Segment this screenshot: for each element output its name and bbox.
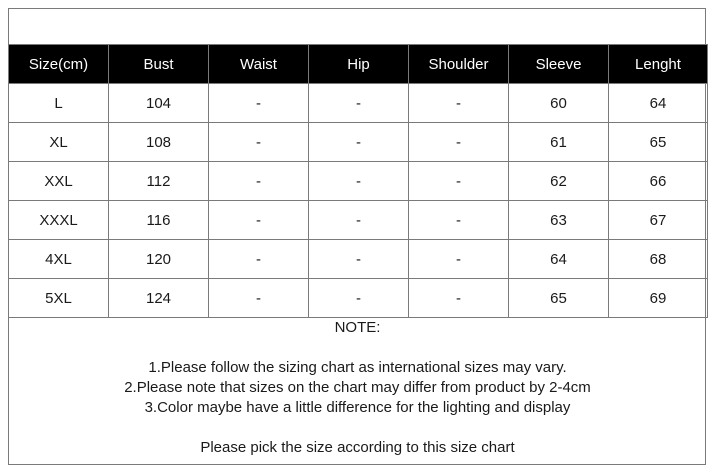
cell-sleeve: 64 — [509, 240, 609, 279]
cell-size: L — [9, 84, 109, 123]
cell-sleeve: 61 — [509, 123, 609, 162]
notes-section — [8, 318, 707, 458]
cell-sleeve: 65 — [509, 279, 609, 318]
header-sleeve: Sleeve — [509, 45, 609, 84]
cell-bust: 120 — [109, 240, 209, 279]
cell-size: XXXL — [9, 201, 109, 240]
table-row — [9, 279, 708, 318]
cell-size: 5XL — [9, 279, 109, 318]
cell-hip: - — [309, 279, 409, 318]
cell-bust: 112 — [109, 162, 209, 201]
cell-length: 64 — [609, 84, 708, 123]
header-bust: Bust — [109, 45, 209, 84]
note-line-3: 3.Color maybe have a little difference for the lighting and display — [144, 399, 571, 416]
header-waist: Waist — [209, 45, 309, 84]
cell-hip: - — [309, 123, 409, 162]
table-header-row — [9, 45, 708, 84]
notes-spacer — [8, 418, 707, 438]
cell-waist: - — [209, 84, 309, 123]
cell-hip: - — [309, 201, 409, 240]
size-chart-table — [8, 44, 708, 318]
cell-size: XL — [9, 123, 109, 162]
cell-sleeve: 60 — [509, 84, 609, 123]
cell-length: 65 — [609, 123, 708, 162]
cell-shoulder: - — [409, 201, 509, 240]
note-line-2: 2.Please note that sizes on the chart may differ from product by 2-4cm — [124, 379, 591, 396]
cell-sleeve: 63 — [509, 201, 609, 240]
cell-size: 4XL — [9, 240, 109, 279]
cell-waist: - — [209, 123, 309, 162]
cell-waist: - — [209, 279, 309, 318]
cell-length: 66 — [609, 162, 708, 201]
cell-shoulder: - — [409, 240, 509, 279]
cell-shoulder: - — [409, 84, 509, 123]
notes-spacer — [8, 338, 707, 358]
cell-shoulder: - — [409, 279, 509, 318]
table-row — [9, 84, 708, 123]
table-row — [9, 240, 708, 279]
cell-shoulder: - — [409, 162, 509, 201]
cell-waist: - — [209, 201, 309, 240]
cell-length: 69 — [609, 279, 708, 318]
cell-sleeve: 62 — [509, 162, 609, 201]
cell-bust: 108 — [109, 123, 209, 162]
cell-length: 68 — [609, 240, 708, 279]
cell-hip: - — [309, 240, 409, 279]
cell-bust: 104 — [109, 84, 209, 123]
cell-size: XXL — [9, 162, 109, 201]
header-shoulder: Shoulder — [409, 45, 509, 84]
cell-bust: 116 — [109, 201, 209, 240]
notes-title: NOTE: — [334, 319, 381, 336]
cell-hip: - — [309, 84, 409, 123]
note-line-1: 1.Please follow the sizing chart as international sizes may vary. — [148, 359, 567, 376]
notes-footer: Please pick the size according to this size chart — [200, 439, 515, 456]
table-row — [9, 162, 708, 201]
header-size: Size(cm) — [9, 45, 109, 84]
cell-shoulder: - — [409, 123, 509, 162]
cell-bust: 124 — [109, 279, 209, 318]
cell-hip: - — [309, 162, 409, 201]
cell-waist: - — [209, 240, 309, 279]
cell-length: 67 — [609, 201, 708, 240]
header-hip: Hip — [309, 45, 409, 84]
cell-waist: - — [209, 162, 309, 201]
header-length: Lenght — [609, 45, 708, 84]
table-row — [9, 201, 708, 240]
table-row — [9, 123, 708, 162]
